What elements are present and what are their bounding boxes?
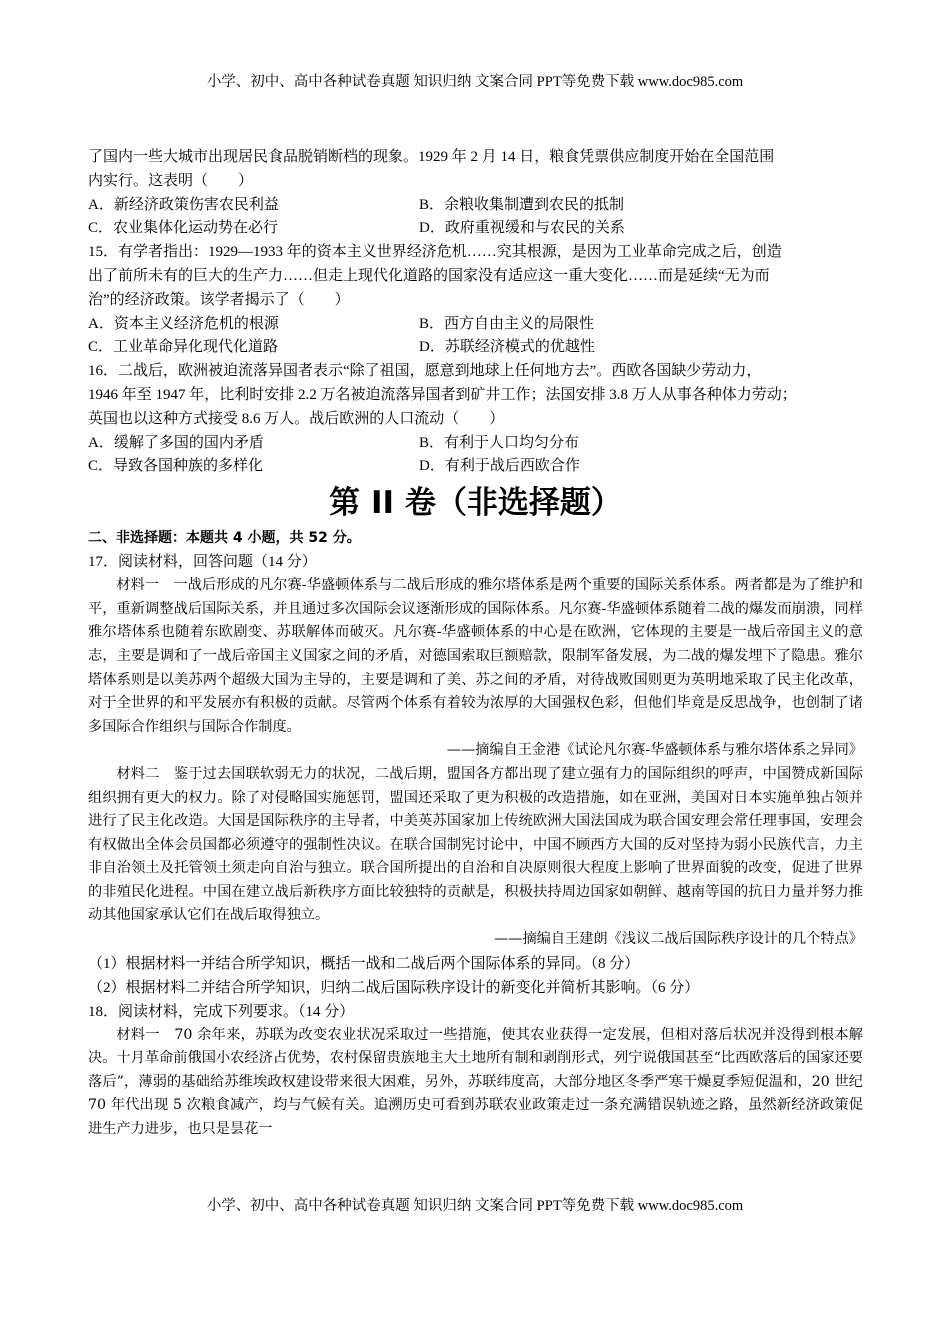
page-footer-banner: 小学、初中、高中各种试卷真题 知识归纳 文案合同 PPT等免费下载 www.doc985.com <box>206 1198 744 1214</box>
question-14 <box>88 146 863 241</box>
question-title: 17．阅读材料，回答问题（14 分） <box>88 554 317 571</box>
options-row <box>88 336 863 360</box>
option-c: C．工业革命异化现代化道路 <box>88 339 279 356</box>
option-b: B．西方自由主义的局限性 <box>419 315 595 332</box>
option-b: B．有利于人口均匀分布 <box>419 434 580 451</box>
section-subtitle: 二、非选择题：本题共 4 小题，共 52 分。 <box>88 530 361 547</box>
material-text: 材料一 70 余年来，苏联为改变农业状况采取过一些措施，使其农业获得一定发展，但相对落后状况并没得到根本解决。十月革命前俄国小农经济占优势，农村保留贵族地主大土地所有制和剥削形式，列宁说俄国甚至“比西欧落后的国家还要落后”，薄弱的基础给苏维埃政权建设带来很大困难，另外，苏联纬度高，大部分地区冬季严寒干燥夏季短促温和，20 世纪 70 年代出现 5 次粮食减产，均与气候有关。追溯历史可看到苏联农业政策走过一条充满错误轨迹之路，虽然新经济政策促进生产力进步，也只是昙花一 <box>88 1026 863 1138</box>
option-d: D．苏联经济模式的优越性 <box>419 339 595 356</box>
material-text: 材料二 鉴于过去国联软弱无力的状况，二战后期，盟国各方都出现了建立强有力的国际组织的呼声，中国赞成新国际组织拥有更大的权力。除了对侵略国实施惩罚，盟国还采取了更为积极的改造措施，如在亚洲，美国对日本实施单独占领并进行了民主化改造。大国是国际秩序的主导者，中美英苏国家加上传统欧洲大国法国成为联合国安理会常任理事国，安理会有权做出全体会员国都必须遵守的强制性决议。在联合国制宪讨论中，中国不顾西方大国的反对坚持为弱小民族代言，力主非自治领土及托管领土须走向自治与独立。联合国所提出的自治和自决原则很大程度上影响了世界面貌的改变，促进了世界的非殖民化进程。中国在建立战后新秩序方面比较独特的贡献是，积极扶持周边国家如朝鲜、越南等国的抗日力量并努力推动其他国家承认它们在战后取得独立。 <box>88 765 863 924</box>
question-stem-line: 16．二战后，欧洲被迫流落异国者表示“除了祖国，愿意到地球上任何地方去”。西欧各国缺少劳动力， <box>88 363 762 380</box>
citation: ——摘编自王金港《试论凡尔赛-华盛顿体系与雅尔塔体系之异同》 <box>446 742 863 759</box>
question-stem-line: 了国内一些大城市出现居民食品脱销断档的现象。1929 年 2 月 14 日，粮食凭票供应制度开始在全国范围 <box>88 149 775 165</box>
material-text: 材料一 一战后形成的凡尔赛-华盛顿体系与二战后形成的雅尔塔体系是两个重要的国际关系体系。两者都是为了维护和平，重新调整战后国际关系，并且通过多次国际会议逐渐形成的国际体系。凡尔赛-华盛顿体系随着二战的爆发而崩溃，同样雅尔塔体系也随着东欧剧变、苏联解体而破灭。凡尔赛-华盛顿体系的中心是在欧洲，它体现的主要是一战后帝国主义的意志，主要是调和了一战后帝国主义国家之间的矛盾，对德国索取巨额赔款，限制军备发展，为二战的爆发埋下了隐患。雅尔塔体系则是以美苏两个超级大国为主导的，主要是调和了美、苏之间的矛盾，对待战败国则更为英明地采取了民主化改革，对于全世界的和平发展亦有积极的贡献。尽管两个体系有着较为浓厚的大国强权色彩，但他们毕竟是反思战争，也创制了诸多国际合作组织与国际合作制度。 <box>88 577 863 735</box>
options-row <box>88 194 863 218</box>
material-one <box>88 574 863 739</box>
question-stem-line: 出了前所未有的巨大的生产力……但走上现代化道路的国家没有适应这一重大变化……而是延续“无为而 <box>88 267 770 284</box>
material-two <box>88 763 863 928</box>
option-a: A．缓解了多国的国内矛盾 <box>88 434 264 451</box>
options-row <box>88 217 863 241</box>
question-stem-line: 英国也以这种方式接受 8.6 万人。战后欧洲的人口流动（ ） <box>88 410 505 427</box>
option-d: D．政府重视缓和与农民的关系 <box>419 220 625 237</box>
section-title: 第 II 卷（非选择题） <box>329 485 622 522</box>
exam-page-body <box>88 146 863 1142</box>
question-16 <box>88 360 863 479</box>
citation: ——摘编自王建朗《浅议二战后国际秩序设计的几个特点》 <box>494 931 863 948</box>
question-18 <box>88 1000 863 1142</box>
options-row <box>88 313 863 337</box>
question-17 <box>88 550 863 1000</box>
question-stem-line: 内实行。这表明（ ） <box>88 172 254 189</box>
sub-question-1: （1）根据材料一并结合所学知识，概括一战和二战后两个国际体系的异同。（8 分） <box>88 955 640 972</box>
option-c: C．导致各国种族的多样化 <box>88 458 264 475</box>
question-title: 18．阅读材料，完成下列要求。（14 分） <box>88 1003 355 1020</box>
options-row <box>88 432 863 456</box>
question-stem-line: 15．有学者指出：1929—1933 年的资本主义世界经济危机……究其根源，是因为工业革命完成之后，创造 <box>88 244 782 261</box>
page-header-banner: 小学、初中、高中各种试卷真题 知识归纳 文案合同 PPT等免费下载 www.doc985.com <box>206 74 744 90</box>
question-15 <box>88 241 863 360</box>
options-row <box>88 455 863 479</box>
option-a: A．资本主义经济危机的根源 <box>88 315 279 332</box>
material-one <box>88 1024 863 1142</box>
question-stem-line: 治”的经济政策。该学者揭示了（ ） <box>88 291 350 308</box>
option-b: B．余粮收集制遭到农民的抵制 <box>419 196 625 213</box>
option-d: D．有利于战后西欧合作 <box>419 458 580 475</box>
option-c: C．农业集体化运动势在必行 <box>88 220 279 237</box>
option-a: A．新经济政策伤害农民利益 <box>88 196 279 213</box>
sub-question-2: （2）根据材料二并结合所学知识，归纳二战后国际秩序设计的新变化并简析其影响。（6 分） <box>88 979 700 996</box>
question-stem-line: 1946 年至 1947 年，比利时安排 2.2 万名被迫流落异国者到矿井工作；法国安排 3.8 万人从事各种体力劳动； <box>88 386 797 403</box>
